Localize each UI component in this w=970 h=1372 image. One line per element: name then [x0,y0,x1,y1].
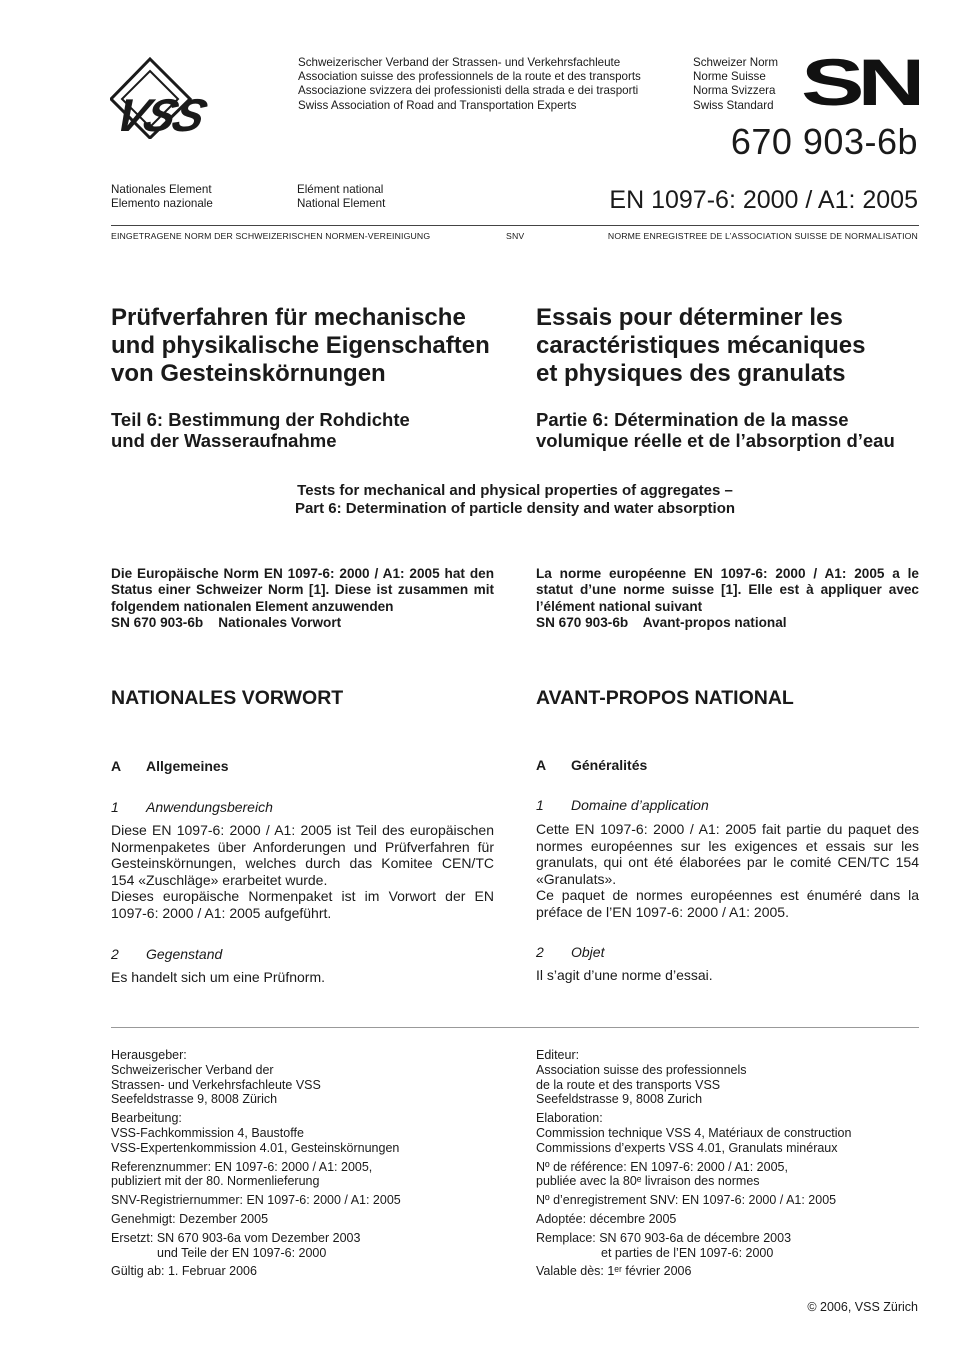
header-divider [111,225,919,226]
part-title-fr [536,409,936,451]
clause-number: 1 [111,799,119,815]
imprint-line: publiée avec la 80ᵉ livraison des normes [536,1174,760,1189]
registered-note-de: EINGETRAGENE NORM DER SCHWEIZERISCHEN NORMEN-VEREINIGUNG [111,231,431,241]
imprint-line: Association suisse des professionnels [536,1062,747,1077]
title-en-line: Tests for mechanical and physical properties of aggregates – [297,482,733,499]
imprint-fr [536,1048,919,1283]
title-fr [536,304,936,388]
imprint-replaces [111,1231,494,1261]
title-line: Essais pour déterminer les [536,304,843,331]
norm-type-name: Norme Suisse [693,70,766,84]
imprint-line: Seefeldstrasse 9, 8008 Zürich [111,1092,278,1107]
paragraph: Dieses europäische Normenpaket ist im Vorwort der EN 1097-6: 2000 / A1: 2005 aufgeführt. [111,888,494,921]
title-line: et physiques des granulats [536,360,846,387]
sn-logo-text: SN [803,56,919,108]
imprint-line: Referenznummer: EN 1097-6: 2000 / A1: 2005, [111,1159,373,1174]
title-en [111,482,919,518]
national-element-fr-en [297,183,385,211]
title-en-line: Part 6: Determination of particle density and water absorption [294,500,736,517]
imprint-reference [111,1160,494,1190]
clause-label: Anwendungsbereich [146,799,273,815]
national-element-label: National Element [297,197,386,211]
imprint-valid: Gültig ab: 1. Februar 2006 [111,1264,257,1279]
association-name: Swiss Association of Road and Transportation Experts [298,98,577,112]
association-names [298,56,641,113]
lead-fr [536,566,919,632]
national-element-de-it [111,183,213,211]
national-element-label: Elemento nazionale [111,197,213,211]
title-line: von Gesteinskörnungen [111,360,386,387]
imprint-reference [536,1160,919,1190]
subsection-letter: A [111,758,122,774]
subsection-a-de [111,757,494,775]
en-reference: EN 1097-6: 2000 / A1: 2005 [609,186,918,214]
imprint-snv: SNV-Registriernummer: EN 1097-6: 2000 / A1: 2005 [111,1193,401,1208]
imprint-replaces [536,1231,919,1261]
imprint-line: Strassen- und Verkehrsfachleute VSS [111,1077,321,1092]
imprint-line: VSS-Fachkommission 4, Baustoffe [111,1125,304,1140]
clause-2-heading-de [111,945,494,963]
lead-de [111,566,494,632]
imprint-line: Bearbeitung: [111,1111,182,1126]
standard-number: 670 903-6b [730,121,918,162]
lead-reference: SN 670 903-6b Nationales Vorwort [111,615,342,631]
imprint-line: Commissions d’experts VSS 4.01, Granulats minéraux [536,1140,838,1155]
clause-number: 1 [536,797,544,813]
norm-type-names [693,56,778,113]
clause-number: 2 [536,944,544,960]
imprint-approved: Adoptée: décembre 2005 [536,1211,677,1226]
imprint-publisher [111,1048,494,1107]
part-line: volumique réelle et de l’absorption d’eau [536,430,895,451]
part-line: Partie 6: Détermination de la masse [536,409,849,430]
imprint-line: Nº de référence: EN 1097-6: 2000 / A1: 2005, [536,1159,788,1174]
imprint-approved: Genehmigt: Dezember 2005 [111,1211,269,1226]
paragraph: Diese EN 1097-6: 2000 / A1: 2005 ist Teil des europäischen Normenpaketes über Anforderungen und Prüfverfahren für Gesteinskörnungen, welches durch das Komitee CEN/TC 154 «Zuschläge» erarbeitet wurde. [111,822,494,888]
imprint-snv: Nº d’enregistrement SNV: EN 1097-6: 2000 / A1: 2005 [536,1193,837,1208]
association-name: Associazione svizzera dei professionisti della strada e dei trasporti [298,84,639,98]
section-heading-de: NATIONALES VORWORT [111,687,344,709]
title-line: caractéristiques mécaniques [536,332,866,359]
imprint-line: und Teile der EN 1097-6: 2000 [157,1245,327,1260]
clause-1-heading-de [111,798,494,816]
national-element-label: Elément national [297,183,384,196]
clause-1-text-de [111,822,494,922]
clause-2-text-fr: Il s’agit d’une norme d’essai. [536,967,713,983]
vss-logo [110,57,290,144]
imprint-line: VSS-Expertenkommission 4.01, Gesteinskörnungen [111,1140,400,1155]
clause-1-text-fr [536,821,919,921]
imprint-valid: Valable dès: 1ᵉʳ février 2006 [536,1264,692,1279]
clause-1-heading-fr [536,796,919,814]
imprint-line: publiziert mit der 80. Normenlieferung [111,1174,320,1189]
subsection-label: Allgemeines [146,758,229,774]
vss-logo-text: VSS [110,90,212,139]
clause-2-heading-fr [536,943,919,961]
lead-reference: SN 670 903-6b Avant-propos national [536,615,787,631]
imprint-line: de la route et des transports VSS [536,1077,721,1092]
subsection-label: Généralités [571,757,648,773]
imprint-publisher [536,1048,919,1107]
imprint-line: Schweizerischer Verband der [111,1062,274,1077]
clause-label: Gegenstand [146,946,223,962]
imprint-line: Elaboration: [536,1111,603,1126]
national-element-label: Nationales Element [111,183,212,196]
imprint-line: Editeur: [536,1048,580,1062]
clause-label: Objet [571,944,605,960]
section-heading-fr: AVANT-PROPOS NATIONAL [536,687,794,709]
imprint-divider [111,1027,919,1028]
clause-number: 2 [111,946,119,962]
title-line: Prüfverfahren für mechanische [111,304,466,331]
sn-logo [803,56,919,113]
imprint-elaboration [111,1111,494,1155]
lead-text: Die Europäische Norm EN 1097-6: 2000 / A1: 2005 hat den Status einer Schweizer Norm [1]. Diese ist zusammen mit folgendem nationalen Element anzuwenden [111,566,494,614]
title-de [111,304,494,388]
imprint-line: Ersetzt: SN 670 903-6a vom Dezember 2003 [111,1230,361,1245]
subsection-a-fr [536,756,919,774]
part-line: Teil 6: Bestimmung der Rohdichte [111,409,410,430]
imprint-line: Herausgeber: [111,1048,187,1062]
registered-note-snv: SNV [506,231,525,241]
imprint-line: Remplace: SN 670 903-6a de décembre 2003 [536,1230,792,1245]
norm-type-name: Swiss Standard [693,98,774,112]
imprint-de [111,1048,494,1283]
paragraph: Cette EN 1097-6: 2000 / A1: 2005 fait partie du paquet des normes européennes sur les exigences et essais sur les granulats, qui ont été élaborées par le comité CEN/TC 154 «Granulats». [536,821,919,887]
norm-type-name: Norma Svizzera [693,84,776,98]
imprint-elaboration [536,1111,919,1155]
clause-label: Domaine d’application [571,797,709,813]
clause-2-text-de: Es handelt sich um eine Prüfnorm. [111,969,325,985]
imprint-line: Seefeldstrasse 9, 8008 Zurich [536,1092,703,1107]
association-name: Schweizerischer Verband der Strassen- und Verkehrsfachleute [298,56,621,69]
imprint-line: et parties de l’EN 1097-6: 2000 [601,1245,774,1260]
subsection-letter: A [536,757,547,773]
lead-text: La norme européenne EN 1097-6: 2000 / A1: 2005 a le statut d’une norme suisse [1]. Elle est à appliquer avec l’élément national suivant [536,566,919,614]
copyright: © 2006, VSS Zürich [807,1300,918,1314]
registered-note-fr: NORME ENREGISTREE DE L’ASSOCIATION SUISSE DE NORMALISATION [607,231,918,241]
paragraph: Ce paquet de normes européennes est énuméré dans la préface de l’EN 1097-6: 2000 / A1: 2005. [536,887,919,920]
association-name: Association suisse des professionnels de la route et des transports [298,70,641,84]
imprint-line: Commission technique VSS 4, Matériaux de construction [536,1125,852,1140]
title-line: und physikalische Eigenschaften [111,332,490,359]
norm-type-name: Schweizer Norm [693,56,779,69]
part-title-de [111,409,494,451]
part-line: und der Wasseraufnahme [111,430,337,451]
